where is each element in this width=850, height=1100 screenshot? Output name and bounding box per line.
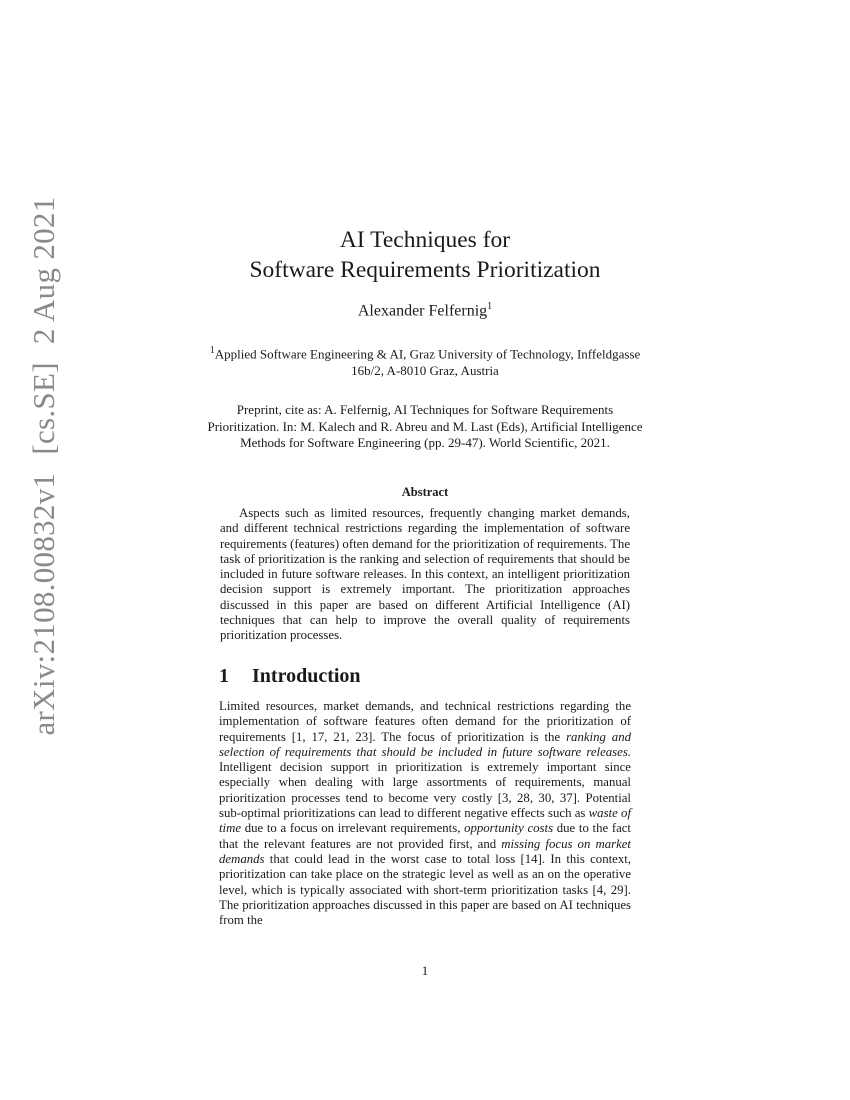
intro-emphasis-2: waste of time: [219, 806, 631, 836]
author-affiliation-mark: 1: [487, 301, 493, 312]
arxiv-category: [cs.SE]: [26, 362, 61, 455]
intro-text-4: due to the fact that the relevant features are not provided first, and: [219, 821, 631, 851]
arxiv-date: 2 Aug 2021: [26, 196, 61, 345]
title-line-1: AI Techniques for: [339, 227, 511, 253]
affiliation-mark: 1: [209, 345, 215, 356]
section-number: 1: [219, 665, 229, 687]
section-title: Introduction: [252, 665, 361, 687]
intro-emphasis-4: missing focus on market demands: [219, 836, 631, 866]
paper-title: [0, 225, 850, 285]
affiliation-line-1: Applied Software Engineering & AI, Graz University of Technology, Inffeldgasse: [214, 346, 641, 362]
intro-emphasis-3: opportunity costs: [464, 821, 554, 836]
author: [0, 301, 850, 320]
intro-text-5: that could lead in the worst case to total loss [14]. In this context, prioritization can take place on the strategic level as well as an on the operative level, which is typically associated with short-term prioritization tasks [4, 29]. The prioritization approaches discussed in this paper are based on AI techniques from the: [219, 851, 631, 928]
page-number: 1: [421, 963, 429, 978]
title-line-2: Software Requirements Prioritization: [249, 257, 601, 283]
abstract-text: Aspects such as limited resources, frequently changing market demands, and different technical restrictions regarding the implementation of software requirements (features) often demand for the prioritization of requirements. The task of prioritization is the ranking and selection of requirements that should be included in future software releases. In this context, an intelligent prioritization decision support is extremely important. The prioritization approaches discussed in this paper are based on different Artificial Intelligence (AI) techniques that can help to improve the overall quality of requirements prioritization processes.: [220, 506, 630, 643]
preprint-note: [0, 402, 850, 452]
preprint-line-1: Preprint, cite as: A. Felfernig, AI Techniques for Software Requirements: [236, 402, 614, 417]
abstract-heading: Abstract: [401, 485, 449, 499]
preprint-line-2: Prioritization. In: M. Kalech and R. Abreu and M. Last (Eds), Artificial Intelligence: [207, 418, 643, 434]
intro-text-1: Limited resources, market demands, and technical restrictions regarding the implementation of software features often demand for the prioritization of requirements [1, 17, 21, 23]. The focus of prioritization is the: [219, 699, 631, 744]
section-heading-introduction: [219, 665, 361, 688]
intro-text-3: due to a focus on irrelevant requirements,: [241, 821, 465, 836]
affiliation-line-2: 16b/2, A-8010 Graz, Austria: [351, 363, 499, 379]
affiliation: [0, 342, 850, 379]
introduction-paragraph: [219, 699, 631, 928]
intro-emphasis-1: ranking and selection of requirements that should be included in future software releases.: [219, 729, 631, 759]
intro-text-2: Intelligent decision support in prioritization is extremely important since especially when dealing with large assortments of requirements, manual prioritization processes tend to become very costly [3, 28, 30, 37]. Potential sub-optimal prioritizations can lead to different negative effects such as: [219, 760, 631, 821]
arxiv-id: arXiv:2108.00832v1: [26, 472, 61, 736]
author-name: Alexander Felfernig: [357, 302, 488, 320]
preprint-line-3: Methods for Software Engineering (pp. 29-47). World Scientific, 2021.: [240, 435, 610, 450]
